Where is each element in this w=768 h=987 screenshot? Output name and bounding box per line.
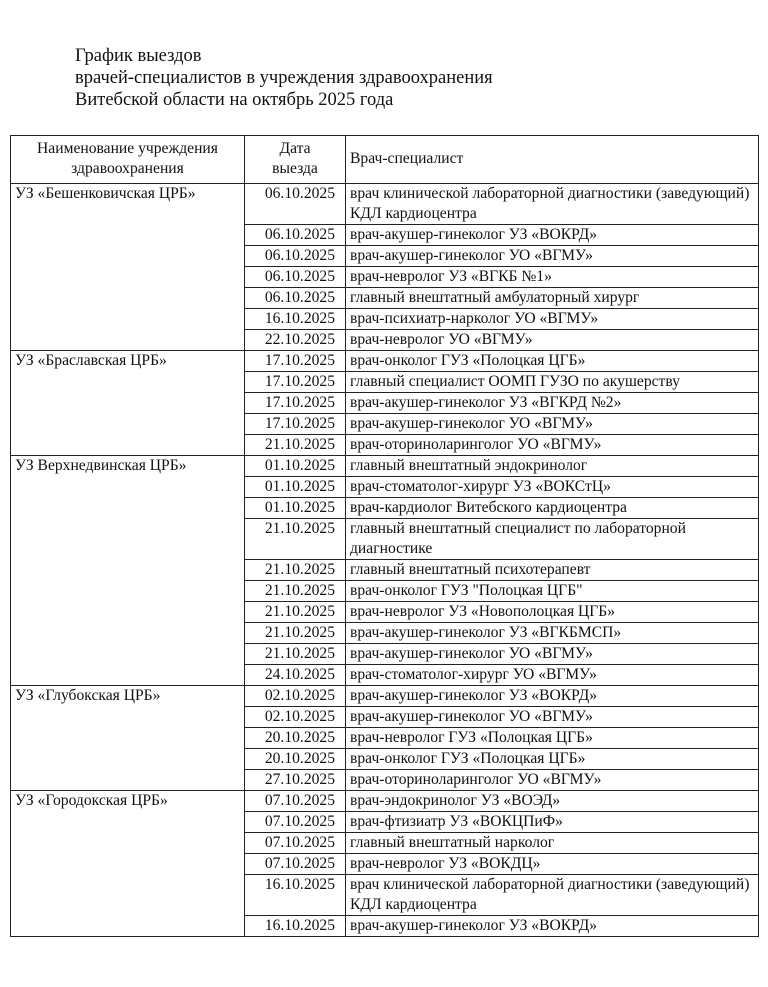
table-row bbox=[11, 791, 759, 812]
specialist-cell: врач-акушер-гинеколог УЗ «ВОКРД» bbox=[346, 225, 759, 246]
specialist-cell: врач-невролог УО «ВГМУ» bbox=[346, 330, 759, 351]
table-row bbox=[11, 184, 759, 225]
header-institution-line-2: здравоохранения bbox=[71, 160, 184, 177]
visit-date-cell: 06.10.2025 bbox=[245, 184, 346, 225]
specialist-cell: врач-эндокринолог УЗ «ВОЭД» bbox=[346, 791, 759, 812]
table-row bbox=[11, 686, 759, 707]
specialist-cell: врач-акушер-гинеколог УО «ВГМУ» bbox=[346, 246, 759, 267]
visit-date-cell: 06.10.2025 bbox=[245, 288, 346, 309]
specialist-cell: врач-акушер-гинеколог УЗ «ВГКРД №2» bbox=[346, 393, 759, 414]
header-specialist: Врач-специалист bbox=[346, 136, 759, 184]
institution-cell: УЗ «Бешенковичская ЦРБ» bbox=[11, 184, 245, 351]
institution-cell: УЗ «Глубокская ЦРБ» bbox=[11, 686, 245, 791]
table-header-row bbox=[11, 136, 759, 184]
visit-date-cell: 01.10.2025 bbox=[245, 456, 346, 477]
visit-date-cell: 07.10.2025 bbox=[245, 812, 346, 833]
visit-date-cell: 17.10.2025 bbox=[245, 414, 346, 435]
specialist-cell: врач-оториноларинголог УО «ВГМУ» bbox=[346, 770, 759, 791]
specialist-cell: врач-фтизиатр УЗ «ВОКЦПиФ» bbox=[346, 812, 759, 833]
visit-date-cell: 17.10.2025 bbox=[245, 372, 346, 393]
visit-date-cell: 21.10.2025 bbox=[245, 581, 346, 602]
table-row bbox=[11, 351, 759, 372]
visit-date-cell: 07.10.2025 bbox=[245, 854, 346, 875]
header-institution bbox=[11, 136, 245, 184]
specialist-cell: врач-онколог ГУЗ «Полоцкая ЦГБ» bbox=[346, 351, 759, 372]
visit-date-cell: 27.10.2025 bbox=[245, 770, 346, 791]
header-institution-line-1: Наименование учреждения bbox=[37, 140, 218, 157]
specialist-cell: врач-акушер-гинеколог УЗ «ВОКРД» bbox=[346, 916, 759, 937]
title-line-1: График выездов bbox=[75, 46, 202, 66]
header-date-line-2: выезда bbox=[272, 160, 318, 177]
institution-cell: УЗ Верхнедвинская ЦРБ» bbox=[11, 456, 245, 686]
specialist-cell: главный внештатный эндокринолог bbox=[346, 456, 759, 477]
specialist-cell: врач-стоматолог-хирург УЗ «ВОКСтЦ» bbox=[346, 477, 759, 498]
specialist-cell: главный внештатный психотерапевт bbox=[346, 560, 759, 581]
schedule-table bbox=[10, 135, 759, 937]
visit-date-cell: 01.10.2025 bbox=[245, 477, 346, 498]
specialist-cell: врач-акушер-гинеколог УЗ «ВГКБМСП» bbox=[346, 623, 759, 644]
specialist-cell: врач клинической лабораторной диагностики (заведующий) КДЛ кардиоцентра bbox=[346, 875, 759, 916]
visit-date-cell: 21.10.2025 bbox=[245, 435, 346, 456]
header-date bbox=[245, 136, 346, 184]
visit-date-cell: 16.10.2025 bbox=[245, 309, 346, 330]
specialist-cell: врач-психиатр-нарколог УО «ВГМУ» bbox=[346, 309, 759, 330]
visit-date-cell: 02.10.2025 bbox=[245, 686, 346, 707]
institution-cell: УЗ «Браславская ЦРБ» bbox=[11, 351, 245, 456]
visit-date-cell: 07.10.2025 bbox=[245, 791, 346, 812]
visit-date-cell: 02.10.2025 bbox=[245, 707, 346, 728]
visit-date-cell: 24.10.2025 bbox=[245, 665, 346, 686]
visit-date-cell: 16.10.2025 bbox=[245, 875, 346, 916]
specialist-cell: главный внештатный амбулаторный хирург bbox=[346, 288, 759, 309]
visit-date-cell: 06.10.2025 bbox=[245, 267, 346, 288]
title-line-3: Витебской области на октябрь 2025 года bbox=[75, 90, 394, 110]
specialist-cell: врач-невролог УЗ «ВГКБ №1» bbox=[346, 267, 759, 288]
visit-date-cell: 21.10.2025 bbox=[245, 644, 346, 665]
title-line-2: врачей-специалистов в учреждения здравоохранения bbox=[75, 68, 493, 88]
specialist-cell: главный внештатный специалист по лабораторной диагностике bbox=[346, 519, 759, 560]
specialist-cell: врач-акушер-гинеколог УЗ «ВОКРД» bbox=[346, 686, 759, 707]
visit-date-cell: 21.10.2025 bbox=[245, 519, 346, 560]
visit-date-cell: 06.10.2025 bbox=[245, 246, 346, 267]
specialist-cell: врач-онколог ГУЗ "Полоцкая ЦГБ" bbox=[346, 581, 759, 602]
specialist-cell: главный внештатный нарколог bbox=[346, 833, 759, 854]
institution-cell: УЗ «Городокская ЦРБ» bbox=[11, 791, 245, 937]
visit-date-cell: 21.10.2025 bbox=[245, 602, 346, 623]
visit-date-cell: 16.10.2025 bbox=[245, 916, 346, 937]
header-date-line-1: Дата bbox=[279, 140, 311, 157]
visit-date-cell: 21.10.2025 bbox=[245, 623, 346, 644]
specialist-cell: главный специалист ООМП ГУЗО по акушерству bbox=[346, 372, 759, 393]
schedule-body bbox=[11, 184, 759, 937]
specialist-cell: врач-кардиолог Витебского кардиоцентра bbox=[346, 498, 759, 519]
table-row bbox=[11, 456, 759, 477]
visit-date-cell: 17.10.2025 bbox=[245, 351, 346, 372]
visit-date-cell: 07.10.2025 bbox=[245, 833, 346, 854]
visit-date-cell: 20.10.2025 bbox=[245, 749, 346, 770]
specialist-cell: врач-онколог ГУЗ «Полоцкая ЦГБ» bbox=[346, 749, 759, 770]
specialist-cell: врач клинической лабораторной диагностики (заведующий) КДЛ кардиоцентра bbox=[346, 184, 759, 225]
specialist-cell: врач-акушер-гинеколог УО «ВГМУ» bbox=[346, 414, 759, 435]
visit-date-cell: 22.10.2025 bbox=[245, 330, 346, 351]
specialist-cell: врач-стоматолог-хирург УО «ВГМУ» bbox=[346, 665, 759, 686]
specialist-cell: врач-оториноларинголог УО «ВГМУ» bbox=[346, 435, 759, 456]
specialist-cell: врач-акушер-гинеколог УО «ВГМУ» bbox=[346, 644, 759, 665]
visit-date-cell: 17.10.2025 bbox=[245, 393, 346, 414]
specialist-cell: врач-невролог УЗ «Новополоцкая ЦГБ» bbox=[346, 602, 759, 623]
visit-date-cell: 01.10.2025 bbox=[245, 498, 346, 519]
visit-date-cell: 20.10.2025 bbox=[245, 728, 346, 749]
visit-date-cell: 21.10.2025 bbox=[245, 560, 346, 581]
document-title bbox=[75, 45, 493, 111]
specialist-cell: врач-акушер-гинеколог УО «ВГМУ» bbox=[346, 707, 759, 728]
specialist-cell: врач-невролог ГУЗ «Полоцкая ЦГБ» bbox=[346, 728, 759, 749]
visit-date-cell: 06.10.2025 bbox=[245, 225, 346, 246]
specialist-cell: врач-невролог УЗ «ВОКДЦ» bbox=[346, 854, 759, 875]
